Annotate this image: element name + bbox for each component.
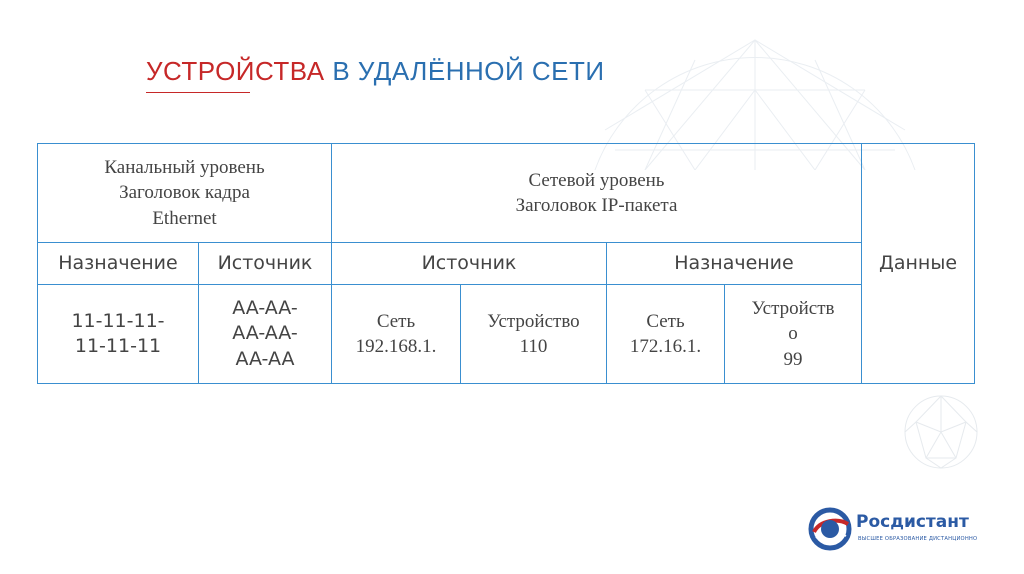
src-mac-line3: AA-AA <box>235 347 295 370</box>
src-dev-line2: 110 <box>519 336 548 357</box>
src-dev-cell <box>461 285 607 384</box>
datalink-header-cell <box>38 144 332 243</box>
src-net-line1: Сеть <box>376 310 416 332</box>
dest-net-cell <box>607 285 725 384</box>
datalink-header-line2: Заголовок кадра <box>119 182 250 204</box>
logo-name: Росдистант <box>856 512 969 532</box>
dest-mac-line1: 11-11-11- <box>71 309 165 332</box>
dest-dev-line1: Устройств <box>751 298 835 320</box>
dest-mac-line2: 11-11-11 <box>74 335 162 357</box>
logo-tagline: ВЫСШЕЕ ОБРАЗОВАНИЕ ДИСТАНЦИОННО <box>858 536 978 542</box>
decorative-globe-small <box>896 392 986 472</box>
network-src-label: Источник <box>332 243 607 285</box>
dest-dev-line2: о <box>788 323 798 345</box>
network-header-line2: Заголовок IP-пакета <box>515 195 678 216</box>
network-header-line1: Сетевой уровень <box>528 169 665 191</box>
src-mac-line2: AA-AA- <box>232 322 298 345</box>
src-net-line2: 192.168.1. <box>355 336 437 357</box>
dest-net-line2: 172.16.1. <box>629 336 702 357</box>
datalink-header-line3: Ethernet <box>152 207 217 229</box>
network-dest-label: Назначение <box>607 243 862 285</box>
data-header-cell: Данные <box>862 144 975 384</box>
datalink-header-line1: Канальный уровень <box>104 157 265 179</box>
network-header-cell <box>332 144 862 243</box>
title-blue-part: В УДАЛЁННОЙ СЕТИ <box>332 56 605 86</box>
dest-dev-cell <box>725 285 862 384</box>
src-dev-line1: Устройство <box>487 310 580 332</box>
src-mac-line1: AA-AA- <box>232 297 298 320</box>
datalink-src-label: Источник <box>199 243 332 285</box>
src-mac-cell <box>199 285 332 384</box>
dest-mac-cell <box>38 285 199 384</box>
title-red-part: УСТРОЙСТВА <box>146 56 325 86</box>
rosdistant-logo <box>808 506 998 556</box>
logo-emblem-icon <box>808 506 852 552</box>
page-title <box>146 56 605 87</box>
src-net-cell <box>332 285 461 384</box>
datalink-dest-label: Назначение <box>38 243 199 285</box>
title-underline <box>146 92 250 93</box>
packet-structure-table <box>37 143 975 384</box>
dest-dev-line3: 99 <box>783 348 803 370</box>
dest-net-line1: Сеть <box>646 310 685 332</box>
